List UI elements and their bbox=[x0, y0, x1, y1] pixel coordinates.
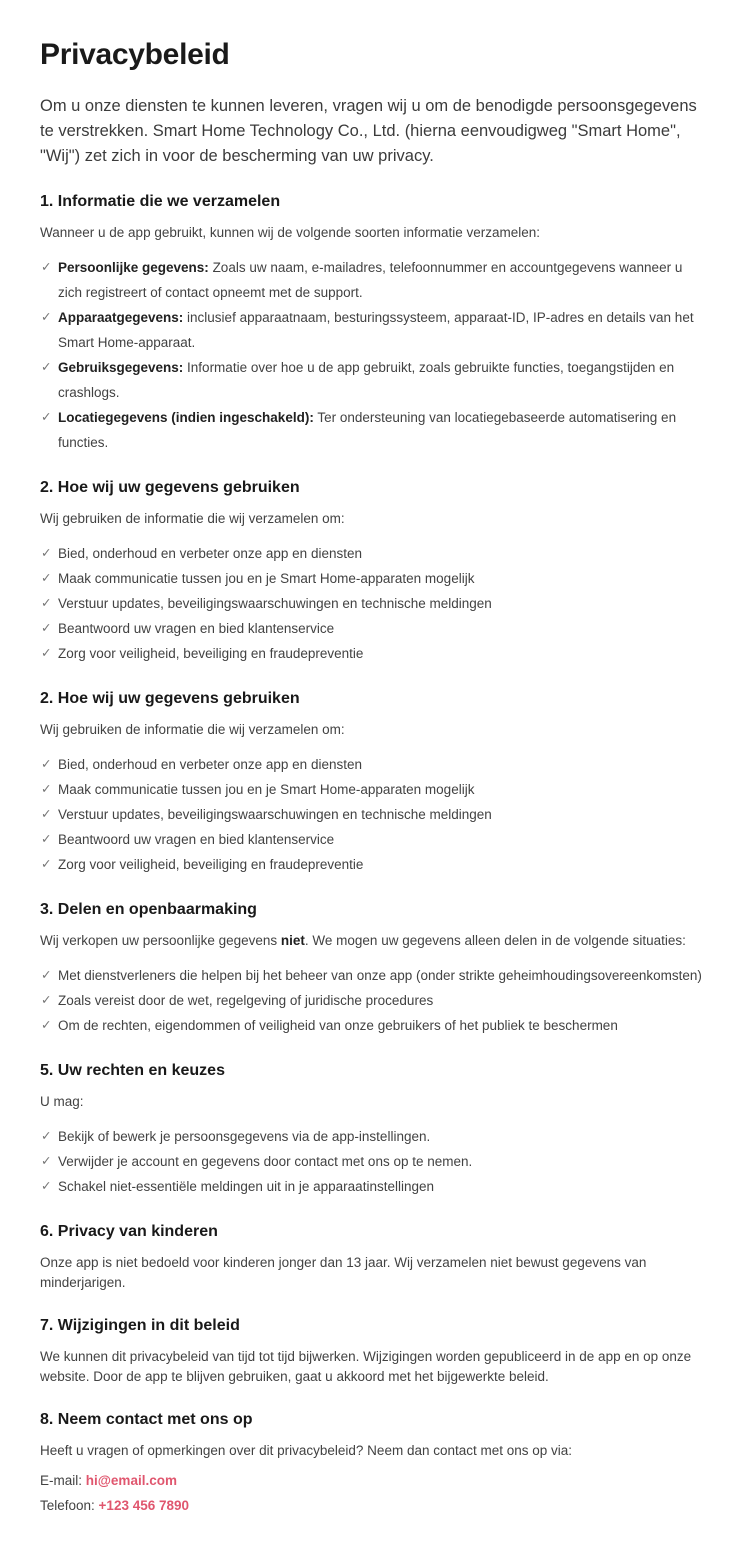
item-text: Bied, onderhoud en verbeter onze app en diensten bbox=[58, 757, 362, 772]
check-icon: ✓ bbox=[41, 571, 52, 585]
item-text: Zoals vereist door de wet, regelgeving of juridische procedures bbox=[58, 993, 434, 1008]
section-lead bbox=[40, 931, 710, 951]
list-item bbox=[40, 591, 710, 616]
check-list bbox=[40, 963, 710, 1038]
lead-bold: niet bbox=[280, 933, 305, 948]
list-item bbox=[40, 1149, 710, 1174]
list-item bbox=[40, 566, 710, 591]
section-heading: 5. Uw rechten en keuzes bbox=[40, 1062, 225, 1079]
list-item bbox=[40, 405, 710, 455]
item-text: Bekijk of bewerk je persoonsgegevens via de app-instellingen. bbox=[58, 1129, 431, 1144]
check-icon: ✓ bbox=[41, 807, 52, 821]
check-icon: ✓ bbox=[41, 782, 52, 796]
section-heading: 2. Hoe wij uw gegevens gebruiken bbox=[40, 690, 300, 707]
check-icon: ✓ bbox=[41, 596, 52, 610]
item-text: inclusief apparaatnaam, besturingssysteem, apparaat-ID, IP-adres en details van het Smart Home-apparaat. bbox=[58, 310, 694, 350]
section-lead: Heeft u vragen of opmerkingen over dit privacybeleid? Neem dan contact met ons op via: bbox=[40, 1443, 573, 1458]
section-heading: 6. Privacy van kinderen bbox=[40, 1223, 218, 1240]
section-heading: 1. Informatie die we verzamelen bbox=[40, 193, 281, 210]
contact-label: E-mail: bbox=[40, 1473, 86, 1488]
email-link[interactable]: hi@email.com bbox=[85, 1473, 177, 1488]
section-hoe-wij-uw-gegevens-gebruiken bbox=[40, 477, 710, 666]
list-item bbox=[40, 777, 710, 802]
section-informatie-die-we-verzamelen bbox=[40, 191, 710, 455]
item-text: Zorg voor veiligheid, beveiliging en fraudepreventie bbox=[58, 857, 364, 872]
check-icon: ✓ bbox=[41, 1179, 52, 1193]
check-icon: ✓ bbox=[41, 757, 52, 771]
item-text: Ter ondersteuning van locatiegebaseerde automatisering en functies. bbox=[58, 410, 677, 450]
check-icon: ✓ bbox=[41, 621, 52, 635]
section-heading: 7. Wijzigingen in dit beleid bbox=[40, 1317, 240, 1334]
contact-phone-line bbox=[40, 1496, 710, 1516]
item-text: Verstuur updates, beveiligingswaarschuwingen en technische meldingen bbox=[58, 596, 492, 611]
section-wijzigingen-in-dit-beleid bbox=[40, 1315, 710, 1387]
item-text: Maak communicatie tussen jou en je Smart Home-apparaten mogelijk bbox=[58, 782, 475, 797]
item-text: Bied, onderhoud en verbeter onze app en diensten bbox=[58, 546, 362, 561]
section-heading: 2. Hoe wij uw gegevens gebruiken bbox=[40, 479, 300, 496]
list-item-text bbox=[58, 405, 710, 455]
section-body: Onze app is niet bedoeld voor kinderen jonger dan 13 jaar. Wij verzamelen niet bewust gegevens van minderjarigen. bbox=[40, 1255, 647, 1290]
check-list bbox=[40, 255, 710, 455]
check-icon: ✓ bbox=[41, 646, 52, 660]
item-text: Zorg voor veiligheid, beveiliging en fraudepreventie bbox=[58, 646, 364, 661]
check-icon: ✓ bbox=[41, 968, 52, 982]
check-icon: ✓ bbox=[41, 360, 52, 374]
list-item bbox=[40, 641, 710, 666]
list-item bbox=[40, 852, 710, 877]
list-item bbox=[40, 255, 710, 305]
section-heading: 8. Neem contact met ons op bbox=[40, 1411, 253, 1428]
check-icon: ✓ bbox=[41, 310, 52, 324]
section-lead: Wij gebruiken de informatie die wij verzamelen om: bbox=[40, 722, 345, 737]
item-text: Zoals uw naam, e-mailadres, telefoonnummer en accountgegevens wanneer u zich registreert of contact opneemt met de support. bbox=[58, 260, 683, 300]
contact-email-line bbox=[40, 1471, 710, 1491]
check-icon: ✓ bbox=[41, 832, 52, 846]
item-text: Verstuur updates, beveiligingswaarschuwingen en technische meldingen bbox=[58, 807, 492, 822]
list-item bbox=[40, 827, 710, 852]
check-icon: ✓ bbox=[41, 993, 52, 1007]
lead-post: . We mogen uw gegevens alleen delen in de volgende situaties: bbox=[304, 933, 686, 948]
item-text: Schakel niet-essentiële meldingen uit in je apparaatinstellingen bbox=[58, 1179, 434, 1194]
list-item-text bbox=[58, 255, 710, 305]
item-text: Informatie over hoe u de app gebruikt, zoals gebruikte functies, toegangstijden en crashlogs. bbox=[58, 360, 675, 400]
item-label: Locatiegegevens (indien ingeschakeld): bbox=[58, 410, 314, 425]
intro-text: Om u onze diensten te kunnen leveren, vragen wij u om de benodigde persoonsgegevens te verstrekken. Smart Home Technology Co., Ltd. (hierna eenvoudigweg "Smart Home", "Wij") zet zich in voor de bescherming van uw privacy. bbox=[40, 97, 697, 165]
check-icon: ✓ bbox=[41, 857, 52, 871]
check-icon: ✓ bbox=[41, 410, 52, 424]
list-item bbox=[40, 1124, 710, 1149]
check-icon: ✓ bbox=[41, 1129, 52, 1143]
item-text: Met dienstverleners die helpen bij het beheer van onze app (onder strikte geheimhoudingsovereenkomsten) bbox=[58, 968, 702, 983]
check-icon: ✓ bbox=[41, 260, 52, 274]
item-text: Beantwoord uw vragen en bied klantenservice bbox=[58, 832, 335, 847]
section-lead: Wanneer u de app gebruikt, kunnen wij de volgende soorten informatie verzamelen: bbox=[40, 225, 541, 240]
section-hoe-wij-uw-gegevens-gebruiken-duplicate bbox=[40, 688, 710, 877]
list-item bbox=[40, 355, 710, 405]
item-label: Persoonlijke gegevens: bbox=[58, 260, 209, 275]
page-title: Privacybeleid bbox=[40, 38, 230, 71]
check-list bbox=[40, 541, 710, 666]
item-label: Gebruiksgegevens: bbox=[58, 360, 184, 375]
list-item bbox=[40, 1013, 710, 1038]
section-heading: 3. Delen en openbaarmaking bbox=[40, 901, 257, 918]
section-body: We kunnen dit privacybeleid van tijd tot tijd bijwerken. Wijzigingen worden gepubliceerd in de app en op onze website. Door de app te blijven gebruiken, gaat u akkoord met het bijgewerkte beleid. bbox=[40, 1349, 692, 1384]
item-text: Maak communicatie tussen jou en je Smart Home-apparaten mogelijk bbox=[58, 571, 475, 586]
item-text: Om de rechten, eigendommen of veiligheid van onze gebruikers of het publiek te beschermen bbox=[58, 1018, 618, 1033]
check-icon: ✓ bbox=[41, 546, 52, 560]
phone-link[interactable]: +123 456 7890 bbox=[98, 1498, 190, 1513]
check-list bbox=[40, 752, 710, 877]
section-lead: U mag: bbox=[40, 1094, 84, 1109]
item-text: Verwijder je account en gegevens door contact met ons op te nemen. bbox=[58, 1154, 473, 1169]
check-icon: ✓ bbox=[41, 1018, 52, 1032]
section-delen-en-openbaarmaking bbox=[40, 899, 710, 1038]
list-item bbox=[40, 541, 710, 566]
list-item-text bbox=[58, 305, 710, 355]
list-item bbox=[40, 963, 710, 988]
section-privacy-van-kinderen bbox=[40, 1221, 710, 1293]
list-item bbox=[40, 616, 710, 641]
item-label: Apparaatgegevens: bbox=[58, 310, 184, 325]
lead-pre: Wij verkopen uw persoonlijke gegevens bbox=[40, 933, 281, 948]
check-icon: ✓ bbox=[41, 1154, 52, 1168]
list-item bbox=[40, 988, 710, 1013]
list-item bbox=[40, 802, 710, 827]
check-list bbox=[40, 1124, 710, 1199]
contact-label: Telefoon: bbox=[40, 1498, 99, 1513]
section-lead: Wij gebruiken de informatie die wij verzamelen om: bbox=[40, 511, 345, 526]
list-item bbox=[40, 1174, 710, 1199]
list-item-text bbox=[58, 355, 710, 405]
list-item bbox=[40, 752, 710, 777]
section-uw-rechten-en-keuzes bbox=[40, 1060, 710, 1199]
item-text: Beantwoord uw vragen en bied klantenservice bbox=[58, 621, 335, 636]
section-neem-contact-met-ons-op bbox=[40, 1409, 710, 1516]
list-item bbox=[40, 305, 710, 355]
